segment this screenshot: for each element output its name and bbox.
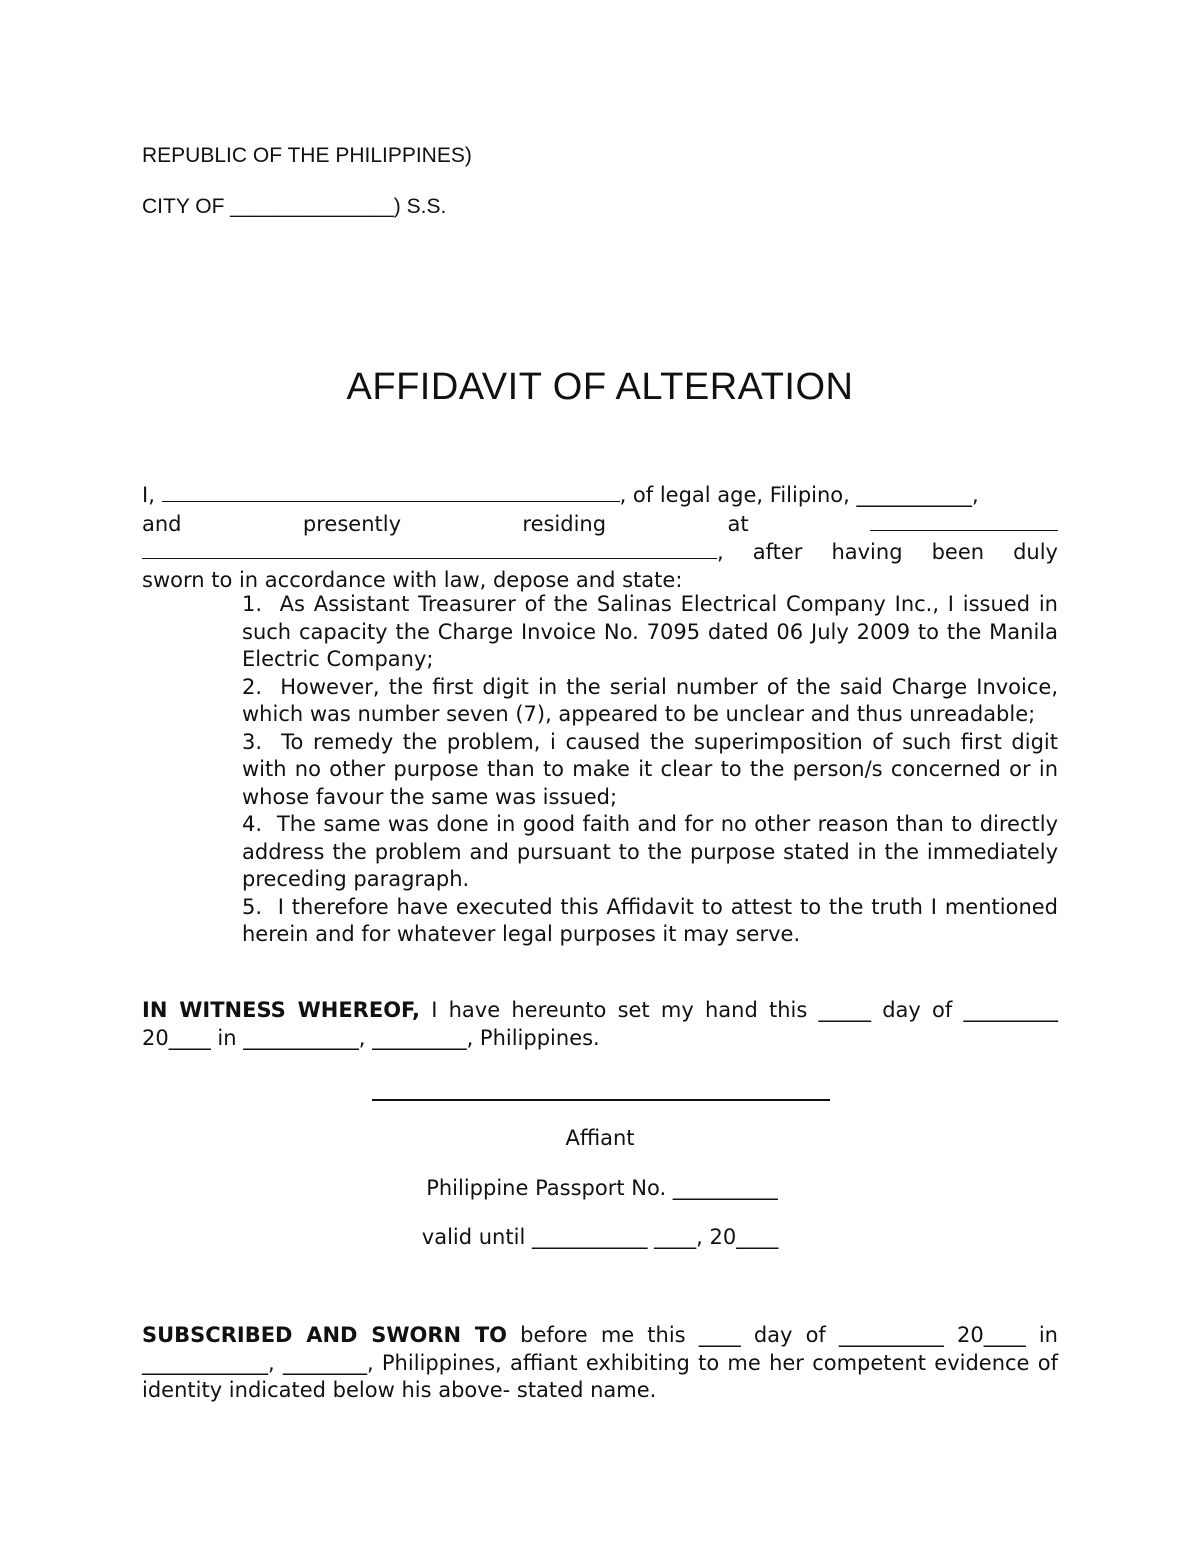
intro-line-4: sworn to in accordance with law, depose and state: — [142, 567, 683, 592]
jurat-paragraph: SUBSCRIBED AND SWORN TO before me this ____ day of __________ 20____ in ____________, ________, Philippines, affiant exhibiting to me her competent evidence of identity indicated below his above- stated name. — [142, 1323, 1058, 1402]
witness-heading: IN WITNESS WHEREOF, — [142, 998, 420, 1022]
residence-blank-1 — [870, 510, 1058, 531]
list-item: 5. I therefore have executed this Affidavit to attest to the truth I mentioned herein and for whatever legal purposes it may serve. — [242, 894, 1059, 946]
numbered-list — [242, 591, 1058, 949]
intro-line-3: , after having been duly — [142, 538, 1058, 567]
list-item: 3. To remedy the problem, i caused the superimposition of such first digit with no other purpose than to make it clear to the person/s concerned or in whose favour the same was issued; — [242, 729, 1058, 809]
intro-paragraph — [142, 481, 1058, 594]
document-title: AFFIDAVIT OF ALTERATION — [346, 366, 854, 408]
intro-line-2: and presently residing at — [142, 510, 1058, 539]
affiant-label: Affiant — [565, 1126, 635, 1150]
residence-blank-2 — [142, 538, 717, 559]
intro-line-1: I, , of legal age, Filipino, ___________, — [142, 483, 979, 507]
list-item: 4. The same was done in good faith and for no other reason than to directly address the problem and pursuant to the purpose stated in the immediately preceding paragraph. — [242, 812, 1058, 891]
jurat-heading: SUBSCRIBED AND SWORN TO — [142, 1323, 508, 1347]
republic-line: REPUBLIC OF THE PHILIPPINES) — [142, 144, 472, 167]
valid-until-line: valid until ___________ ____, 20____ — [421, 1225, 779, 1249]
name-blank — [162, 481, 620, 502]
signature-line — [372, 1099, 830, 1101]
city-line: CITY OF ______________) S.S. — [142, 195, 447, 218]
list-item: 1. As Assistant Treasurer of the Salinas Electrical Company Inc., I issued in such capacity the Charge Invoice No. 7095 dated 06 July 2009 to the Manila Electric Company; — [242, 592, 1058, 671]
list-item: 2. However, the first digit in the serial number of the said Charge Invoice, which was number seven (7), appeared to be unclear and thus unreadable; — [242, 674, 1058, 726]
passport-line: Philippine Passport No. __________ — [426, 1176, 778, 1200]
witness-paragraph: IN WITNESS WHEREOF, I have hereunto set my hand this _____ day of _________ 20____ in ___________, _________, Philippines. — [142, 998, 1058, 1050]
